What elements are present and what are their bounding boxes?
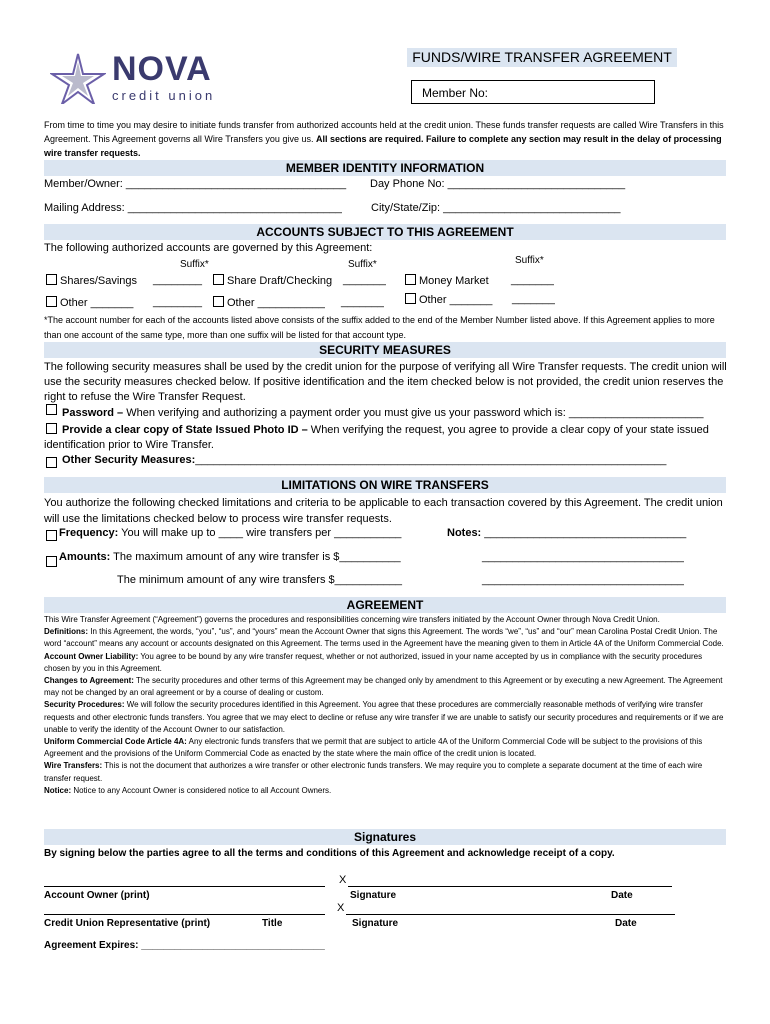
wire-label: Wire Transfers: (44, 761, 103, 771)
other-field-1[interactable]: _______ (90, 297, 134, 309)
notes-field-3[interactable]: _________________________________ (482, 574, 684, 586)
money-market-checkbox[interactable] (405, 274, 416, 285)
procedures-label: Security Procedures: (44, 700, 125, 710)
signature-line-2[interactable] (346, 914, 675, 915)
photo-id-label: Provide a clear copy of State Issued Photo ID – (62, 424, 308, 436)
x-mark-2: X (337, 902, 345, 914)
city-state-zip-field[interactable]: City/State/Zip: _____________________________ (371, 202, 621, 214)
max-amount-text[interactable]: The maximum amount of any wire transfer is $__________ (110, 551, 401, 563)
amounts-label: Amounts: (59, 551, 111, 563)
changes-text: The security procedures and other terms of this Agreement may be changed only by amendment to this Agreement or by executing a new Agreement. The Agreement may not be changed by an oral agreement or by a course of dealing or custom. (44, 676, 723, 698)
amounts-checkbox[interactable] (46, 556, 57, 567)
ucc-text: Any electronic funds transfers that we permit that are subject to article 4A of the Uniform Commercial Code will be subject to the provisions of this Agreement and the provisions of the Uniform Commercial Code as enacted by the state where the main office of the credit union is located. (44, 737, 703, 759)
signature-label-1: Signature (350, 890, 397, 901)
other-security-row (62, 454, 666, 466)
star-logo-icon (50, 52, 106, 104)
limitations-heading: LIMITATIONS ON WIRE TRANSFERS (44, 477, 726, 493)
money-market-label: Money Market (419, 275, 489, 287)
photo-id-row (44, 423, 728, 453)
other-checkbox-3[interactable] (405, 293, 416, 304)
other-checkbox-1[interactable] (46, 296, 57, 307)
other-option-1[interactable] (46, 296, 133, 309)
money-market-option[interactable] (405, 274, 489, 287)
other-field-3[interactable]: _______ (449, 294, 493, 306)
frequency-row (59, 527, 401, 539)
intro-bold: All sections are required. Failure to complete any section may result in the delay of processing wire transfer requests. (44, 134, 722, 158)
password-label: Password – (62, 407, 124, 419)
logo-tagline: credit union (112, 88, 216, 103)
wire-text: This is not the document that authorizes a wire transfer or other electronic funds transfers. We may require you to complete a separate document at the time of each wire transfer request. (44, 761, 703, 783)
other-field-2[interactable]: ___________ (257, 297, 325, 309)
account-owner-label: Account Owner (print) (44, 890, 150, 901)
other-option-2[interactable] (213, 296, 325, 309)
intro-text: From time to time you may desire to initiate funds transfer from authorized accounts held at the credit union. These funds transfer requests are called Wire Transfers in this Agreement. This Agreement governs all Wire Transfers you give us. (44, 120, 724, 144)
other-security-label: Other Security Measures: (62, 454, 196, 466)
notice-paragraph (44, 785, 728, 797)
suffix-label-2: Suffix* (348, 259, 377, 270)
amounts-row (59, 551, 401, 563)
date-label-1: Date (611, 890, 633, 901)
accounts-heading: ACCOUNTS SUBJECT TO THIS AGREEMENT (44, 224, 726, 240)
security-heading: SECURITY MEASURES (44, 342, 726, 358)
shares-savings-label: Shares/Savings (60, 275, 138, 287)
changes-paragraph (44, 675, 728, 699)
notes-row (447, 527, 686, 539)
signatures-intro: By signing below the parties agree to all the terms and conditions of this Agreement and acknowledge receipt of a copy. (44, 848, 615, 859)
intro-paragraph (44, 118, 728, 160)
other-label-3: Other (419, 294, 447, 306)
procedures-paragraph (44, 699, 728, 736)
accounts-note: *The account number for each of the accounts listed above consists of the suffix added to the end of the Member Number listed above. If this Agreement applies to more than one account of the same type, more than one suffix will be listed for that account type. (44, 315, 715, 340)
day-phone-field[interactable]: Day Phone No: _____________________________ (370, 178, 626, 190)
ucc-label: Uniform Commercial Code Article 4A: (44, 737, 187, 747)
other-suffix-field-3[interactable]: _______ (512, 293, 555, 305)
other-checkbox-2[interactable] (213, 296, 224, 307)
other-suffix-field-1[interactable]: ________ (153, 296, 202, 308)
definitions-paragraph (44, 626, 728, 650)
cu-rep-line[interactable] (44, 914, 325, 915)
date-label-2: Date (615, 918, 637, 929)
frequency-checkbox[interactable] (46, 530, 57, 541)
agreement-intro: This Wire Transfer Agreement (“Agreement”) governs the procedures and responsibilities concerning wire transfers initiated by the Account Owner through Nova Credit Union. (44, 615, 660, 624)
shares-suffix-field[interactable]: ________ (153, 274, 202, 286)
frequency-text[interactable]: You will make up to ____ wire transfers per ___________ (118, 527, 402, 539)
wire-paragraph (44, 760, 728, 784)
security-intro: The following security measures shall be used by the credit union for the purpose of verifying all Wire Transfer requests. The credit union will use the security measures checked below. If positive identification and the item checked below is not provided, the credit union reserves the right to refuse the Wire Transfer Request. (44, 361, 727, 403)
definitions-label: Definitions: (44, 627, 88, 637)
liability-paragraph (44, 651, 728, 675)
password-checkbox[interactable] (46, 404, 57, 415)
other-security-field[interactable]: _____________________________________________________________________________ (195, 454, 667, 466)
cu-rep-label: Credit Union Representative (print) (44, 918, 211, 929)
x-mark-1: X (339, 874, 347, 886)
photo-id-text: When verifying the request, you agree to provide a clear copy of your state issued identification prior to Wire Transfer. (44, 424, 709, 451)
agreement-expires-field[interactable]: Agreement Expires: _________________________________ (44, 940, 325, 951)
share-draft-label: Share Draft/Checking (227, 275, 333, 287)
share-draft-checkbox[interactable] (213, 274, 224, 285)
account-owner-line[interactable] (44, 886, 325, 887)
liability-label: Account Owner Liability: (44, 651, 139, 661)
other-label-2: Other (227, 297, 255, 309)
password-row (62, 407, 703, 419)
other-label-1: Other (60, 297, 88, 309)
other-suffix-field-2[interactable]: _______ (341, 296, 384, 308)
signature-label-2: Signature (352, 918, 399, 929)
limitations-intro: You authorize the following checked limitations and criteria to be applicable to each transaction covered by this Agreement. The credit union will use the limitations checked below to process wire transfer requests. (44, 497, 723, 525)
accounts-intro: The following authorized accounts are governed by this Agreement: (44, 242, 373, 254)
shares-savings-option[interactable] (46, 274, 137, 287)
signature-line-1[interactable] (348, 886, 672, 887)
min-amount-text[interactable]: The minimum amount of any wire transfers $___________ (117, 574, 402, 586)
notes-field-1[interactable]: _________________________________ (484, 527, 687, 539)
frequency-label: Frequency: (59, 527, 119, 539)
share-draft-option[interactable] (213, 274, 332, 287)
signatures-heading: Signatures (44, 829, 726, 845)
title-label: Title (262, 918, 283, 929)
notice-text: Notice to any Account Owner is considered notice to all Account Owners. (71, 785, 332, 795)
procedures-text: We will follow the security procedures identified in this Agreement. You agree that these procedures are commercially reasonable methods of verifying wire transfer requests and other electronic funds transfers. You agree that we may elect to decline or refuse any wire transfer if we are unable to satisfy our security procedures and requirements or if we are unable to verify the identity of the Account Owner to our satisfaction. (44, 700, 724, 734)
share-draft-suffix-field[interactable]: _______ (343, 274, 386, 286)
notes-label: Notes: (447, 527, 482, 539)
notice-label: Notice: (44, 785, 72, 795)
logo-name: NOVA (112, 50, 212, 88)
shares-savings-checkbox[interactable] (46, 274, 57, 285)
definitions-text: In this Agreement, the words, “you”, “us”, and “yours” mean the Account Owner that signs this Agreement. The words “we”, “us” and “our” mean Carolina Postal Credit Union. The word “account” means any account or accounts designated on this Agreement. The terms used in the Agreement have the meaning given to them in Article 4A of the Uniform Commercial Code. (44, 627, 724, 649)
member-identity-heading: MEMBER IDENTITY INFORMATION (44, 160, 726, 176)
member-no-field[interactable]: Member No: (411, 80, 655, 104)
password-text[interactable]: When verifying and authorizing a payment order you must give us your password which is: ______________________ (123, 407, 704, 419)
other-option-3[interactable] (405, 293, 492, 306)
notes-field-2[interactable]: _________________________________ (482, 551, 684, 563)
liability-text: You agree to be bound by any wire transfer request, whether or not authorized, issued in your name accepted by us in compliance with the security procedures chosen by you in this Agreement. (44, 651, 703, 673)
logo (50, 52, 240, 108)
money-market-suffix-field[interactable]: _______ (511, 274, 554, 286)
document-title: FUNDS/WIRE TRANSFER AGREEMENT (407, 48, 677, 67)
ucc-paragraph (44, 736, 728, 760)
suffix-label-1: Suffix* (180, 259, 209, 270)
changes-label: Changes to Agreement: (44, 676, 134, 686)
mailing-address-field[interactable]: Mailing Address: ___________________________________ (44, 202, 342, 214)
agreement-heading: AGREEMENT (44, 597, 726, 613)
member-owner-field[interactable]: Member/Owner: ____________________________________ (44, 178, 347, 190)
agreement-body (44, 614, 728, 797)
suffix-label-3: Suffix* (515, 255, 544, 266)
other-security-checkbox[interactable] (46, 457, 57, 468)
